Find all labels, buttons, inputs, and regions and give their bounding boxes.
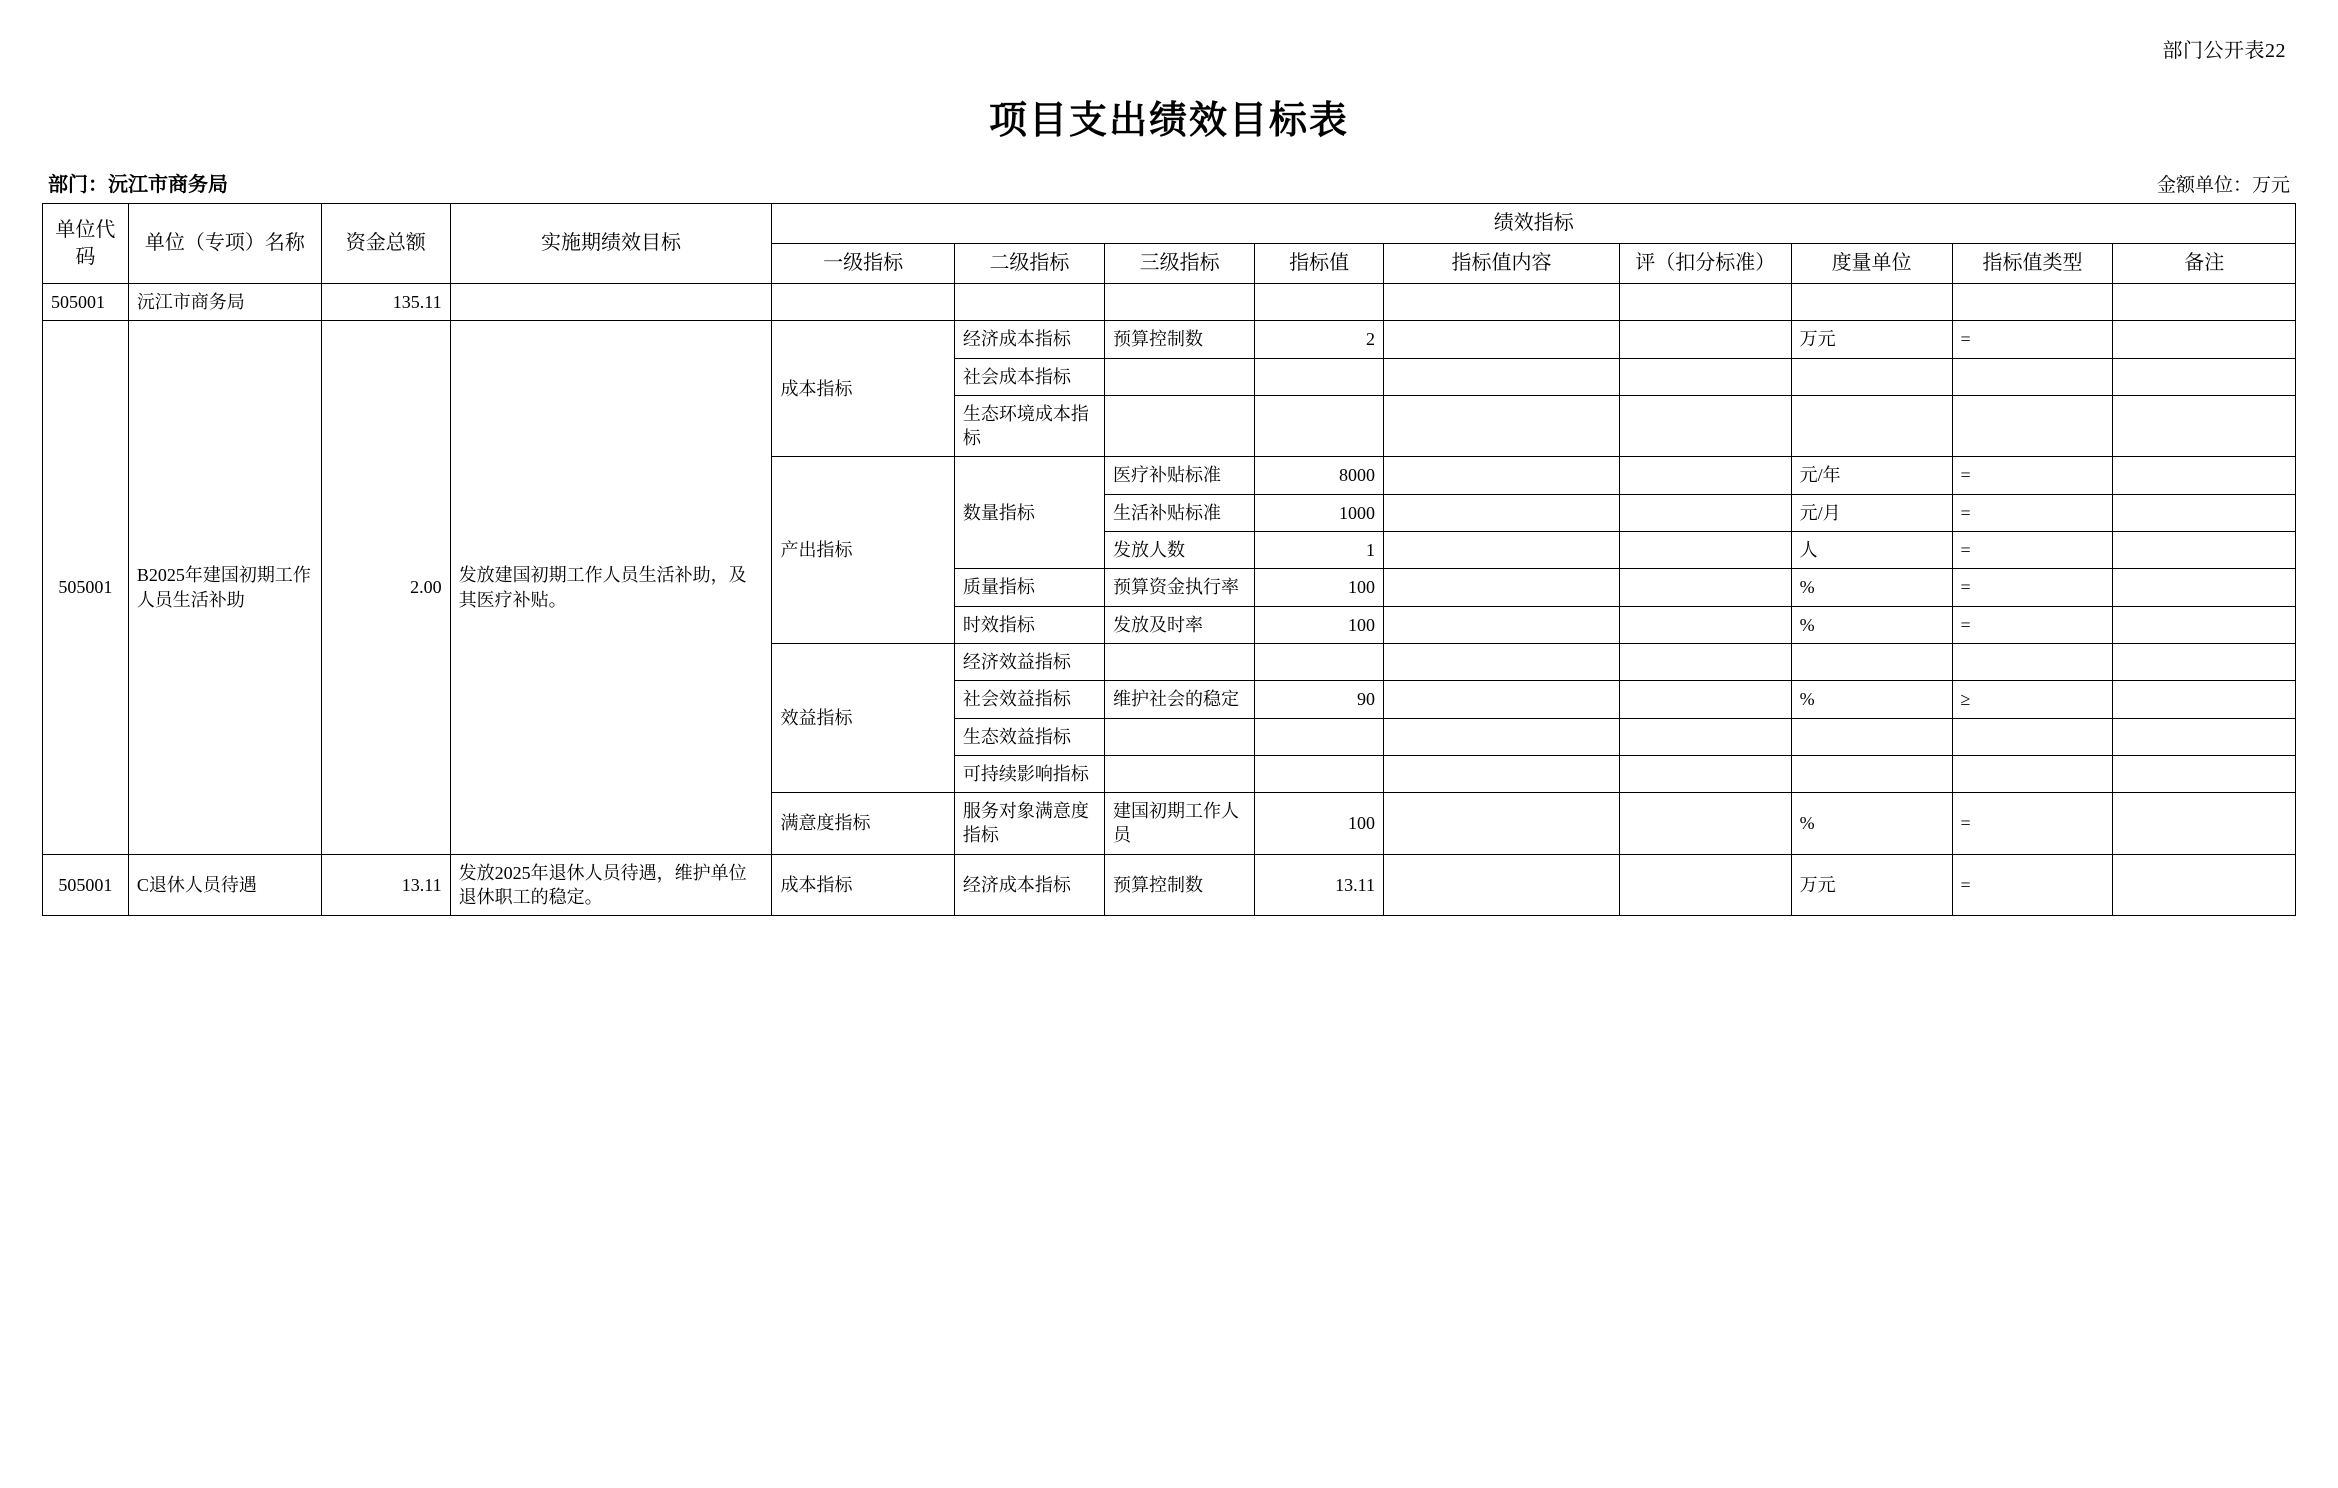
value-content-cell — [1383, 681, 1619, 718]
value-content-cell — [1383, 606, 1619, 643]
score-rule-cell — [1619, 532, 1791, 569]
target-value-cell: 100 — [1255, 606, 1384, 643]
remark-cell — [2113, 854, 2296, 916]
target-value-cell — [1255, 395, 1384, 457]
amount-unit-label: 金额单位：万元 — [2156, 175, 2290, 196]
summary-value-type — [1952, 284, 2113, 321]
project-period-goal: 发放2025年退休人员待遇，维护单位退休职工的稳定。 — [450, 854, 772, 916]
measure-unit-cell — [1791, 718, 1952, 755]
header-performance-group: 绩效指标 — [772, 204, 2296, 244]
score-rule-cell — [1619, 494, 1791, 531]
measure-unit-cell — [1791, 643, 1952, 680]
level3-cell: 预算控制数 — [1105, 321, 1255, 358]
remark-cell — [2113, 395, 2296, 457]
summary-value-content — [1383, 284, 1619, 321]
value-type-cell: = — [1952, 569, 2113, 606]
value-content-cell — [1383, 755, 1619, 792]
score-rule-cell — [1619, 681, 1791, 718]
measure-unit-cell — [1791, 358, 1952, 395]
value-content-cell — [1383, 569, 1619, 606]
level1-cell: 效益指标 — [772, 643, 954, 792]
remark-cell — [2113, 358, 2296, 395]
header-remark: 备注 — [2113, 244, 2296, 284]
score-rule-cell — [1619, 457, 1791, 494]
performance-target-table — [42, 203, 2296, 916]
summary-target-value — [1255, 284, 1384, 321]
header-total-amount: 资金总额 — [321, 204, 450, 284]
target-value-cell: 13.11 — [1255, 854, 1384, 916]
measure-unit-cell: 人 — [1791, 532, 1952, 569]
measure-unit-cell: 元/月 — [1791, 494, 1952, 531]
value-type-cell — [1952, 643, 2113, 680]
measure-unit-cell: 万元 — [1791, 321, 1952, 358]
target-value-cell: 1000 — [1255, 494, 1384, 531]
measure-unit-cell — [1791, 395, 1952, 457]
value-type-cell: = — [1952, 793, 2113, 855]
level1-cell: 产出指标 — [772, 457, 954, 643]
score-rule-cell — [1619, 321, 1791, 358]
value-type-cell — [1952, 718, 2113, 755]
header-target-value: 指标值 — [1255, 244, 1384, 284]
remark-cell — [2113, 569, 2296, 606]
page-title: 项目支出绩效目标表 — [988, 100, 1349, 142]
measure-unit-cell: 万元 — [1791, 854, 1952, 916]
target-value-cell: 100 — [1255, 793, 1384, 855]
header-level3: 三级指标 — [1105, 244, 1255, 284]
level3-cell: 医疗补贴标准 — [1105, 457, 1255, 494]
value-content-cell — [1383, 358, 1619, 395]
score-rule-cell — [1619, 643, 1791, 680]
level3-cell: 建国初期工作人员 — [1105, 793, 1255, 855]
summary-level3 — [1105, 284, 1255, 321]
project-unit-code: 505001 — [43, 321, 129, 854]
remark-cell — [2113, 793, 2296, 855]
measure-unit-cell: % — [1791, 606, 1952, 643]
table-row — [43, 854, 2296, 916]
measure-unit-cell: % — [1791, 569, 1952, 606]
measure-unit-cell — [1791, 755, 1952, 792]
form-number-label: 部门公开表22 — [2162, 40, 2286, 62]
measure-unit-cell: 元/年 — [1791, 457, 1952, 494]
remark-cell — [2113, 321, 2296, 358]
project-unit-name: B2025年建国初期工作人员生活补助 — [128, 321, 321, 854]
value-content-cell — [1383, 793, 1619, 855]
score-rule-cell — [1619, 793, 1791, 855]
level3-cell — [1105, 755, 1255, 792]
level2-cell: 经济成本指标 — [954, 321, 1104, 358]
header-level2: 二级指标 — [954, 244, 1104, 284]
value-content-cell — [1383, 457, 1619, 494]
summary-unit-code: 505001 — [43, 284, 129, 321]
value-type-cell — [1952, 358, 2113, 395]
score-rule-cell — [1619, 854, 1791, 916]
value-type-cell: = — [1952, 321, 2113, 358]
project-unit-code: 505001 — [43, 854, 129, 916]
level1-cell: 成本指标 — [772, 854, 954, 916]
remark-cell — [2113, 681, 2296, 718]
remark-cell — [2113, 494, 2296, 531]
table-row — [43, 321, 2296, 358]
value-content-cell — [1383, 854, 1619, 916]
header-level1: 一级指标 — [772, 244, 954, 284]
target-value-cell: 100 — [1255, 569, 1384, 606]
level2-cell: 时效指标 — [954, 606, 1104, 643]
header-unit-code: 单位代码 — [43, 204, 129, 284]
level2-cell: 可持续影响指标 — [954, 755, 1104, 792]
level3-cell: 预算资金执行率 — [1105, 569, 1255, 606]
score-rule-cell — [1619, 569, 1791, 606]
header-value-content: 指标值内容 — [1383, 244, 1619, 284]
level3-cell: 预算控制数 — [1105, 854, 1255, 916]
value-type-cell: = — [1952, 494, 2113, 531]
project-total-amount: 13.11 — [321, 854, 450, 916]
value-type-cell: = — [1952, 532, 2113, 569]
level3-cell — [1105, 718, 1255, 755]
remark-cell — [2113, 755, 2296, 792]
value-content-cell — [1383, 494, 1619, 531]
level3-cell — [1105, 395, 1255, 457]
value-type-cell — [1952, 395, 2113, 457]
level2-cell: 经济成本指标 — [954, 854, 1104, 916]
level3-cell: 发放及时率 — [1105, 606, 1255, 643]
value-type-cell: = — [1952, 457, 2113, 494]
level3-cell: 发放人数 — [1105, 532, 1255, 569]
summary-unit-name: 沅江市商务局 — [128, 284, 321, 321]
summary-period-goal — [450, 284, 772, 321]
target-value-cell: 2 — [1255, 321, 1384, 358]
summary-measure-unit — [1791, 284, 1952, 321]
target-value-cell — [1255, 643, 1384, 680]
subheader — [42, 168, 2296, 203]
value-type-cell — [1952, 755, 2113, 792]
level3-cell — [1105, 358, 1255, 395]
project-unit-name: C退休人员待遇 — [128, 854, 321, 916]
level2-cell: 生态效益指标 — [954, 718, 1104, 755]
level3-cell: 生活补贴标准 — [1105, 494, 1255, 531]
summary-level1 — [772, 284, 954, 321]
header-unit-name: 单位（专项）名称 — [128, 204, 321, 284]
remark-cell — [2113, 532, 2296, 569]
summary-remark — [2113, 284, 2296, 321]
target-value-cell — [1255, 718, 1384, 755]
value-content-cell — [1383, 395, 1619, 457]
table-row-summary — [43, 284, 2296, 321]
header-period-goal: 实施期绩效目标 — [450, 204, 772, 284]
level2-cell: 服务对象满意度指标 — [954, 793, 1104, 855]
score-rule-cell — [1619, 358, 1791, 395]
table-header-row-1 — [43, 204, 2296, 244]
remark-cell — [2113, 457, 2296, 494]
value-content-cell — [1383, 532, 1619, 569]
department-label: 部门：沅江市商务局 — [48, 174, 228, 196]
header-measure-unit: 度量单位 — [1791, 244, 1952, 284]
value-type-cell: = — [1952, 854, 2113, 916]
level1-cell: 满意度指标 — [772, 793, 954, 855]
target-value-cell: 90 — [1255, 681, 1384, 718]
target-value-cell — [1255, 755, 1384, 792]
target-value-cell: 1 — [1255, 532, 1384, 569]
level2-cell: 社会成本指标 — [954, 358, 1104, 395]
level2-cell: 生态环境成本指标 — [954, 395, 1104, 457]
remark-cell — [2113, 606, 2296, 643]
summary-total-amount: 135.11 — [321, 284, 450, 321]
score-rule-cell — [1619, 606, 1791, 643]
target-value-cell — [1255, 358, 1384, 395]
score-rule-cell — [1619, 718, 1791, 755]
measure-unit-cell: % — [1791, 793, 1952, 855]
value-content-cell — [1383, 718, 1619, 755]
table-body — [43, 284, 2296, 916]
project-total-amount: 2.00 — [321, 321, 450, 854]
summary-level2 — [954, 284, 1104, 321]
summary-score-rule — [1619, 284, 1791, 321]
value-content-cell — [1383, 643, 1619, 680]
level1-cell: 成本指标 — [772, 321, 954, 457]
header-value-type: 指标值类型 — [1952, 244, 2113, 284]
project-period-goal: 发放建国初期工作人员生活补助，及其医疗补贴。 — [450, 321, 772, 854]
target-value-cell: 8000 — [1255, 457, 1384, 494]
level3-cell — [1105, 643, 1255, 680]
value-content-cell — [1383, 321, 1619, 358]
remark-cell — [2113, 718, 2296, 755]
score-rule-cell — [1619, 755, 1791, 792]
level2-cell: 社会效益指标 — [954, 681, 1104, 718]
score-rule-cell — [1619, 395, 1791, 457]
level3-cell: 维护社会的稳定 — [1105, 681, 1255, 718]
measure-unit-cell: % — [1791, 681, 1952, 718]
value-type-cell: ≥ — [1952, 681, 2113, 718]
value-type-cell: = — [1952, 606, 2113, 643]
remark-cell — [2113, 643, 2296, 680]
level2-cell: 质量指标 — [954, 569, 1104, 606]
level2-cell: 数量指标 — [954, 457, 1104, 569]
level2-cell: 经济效益指标 — [954, 643, 1104, 680]
header-score-rule: 评（扣分标准） — [1619, 244, 1791, 284]
